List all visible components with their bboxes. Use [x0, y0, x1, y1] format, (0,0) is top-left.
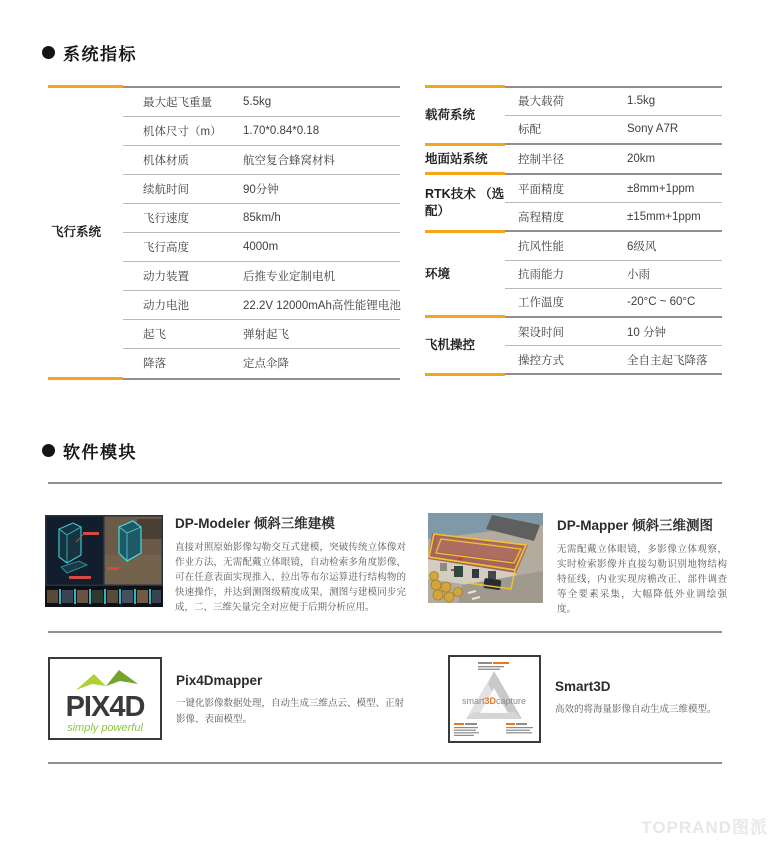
spec-value: 定点伞降	[243, 358, 289, 370]
spec-value: 小雨	[627, 269, 650, 282]
spec-row	[505, 318, 722, 346]
bullet-icon	[42, 444, 55, 457]
spec-row	[505, 261, 722, 289]
spec-value: 后推专业定制电机	[243, 271, 335, 283]
spec-value: 22.2V 12000mAh高性能锂电池	[243, 300, 401, 312]
payload-environment-spec-table	[425, 85, 722, 376]
spec-label: 降落	[143, 358, 166, 370]
spec-row	[123, 204, 400, 233]
group-label: 环境	[425, 266, 451, 281]
separator-line	[48, 762, 722, 764]
dp-mapper-aerial-photo	[428, 513, 543, 603]
flight-system-spec-table	[48, 85, 400, 380]
spec-label: 架设时间	[518, 326, 564, 339]
spec-label: 高程精度	[518, 211, 564, 224]
spec-label: 机体材质	[143, 155, 189, 167]
spec-row	[123, 146, 400, 175]
spec-row	[123, 175, 400, 204]
group-label: 地面站系统	[425, 151, 488, 166]
spec-row	[505, 233, 722, 261]
spec-label: 控制半径	[518, 153, 564, 166]
spec-label: 平面精度	[518, 183, 564, 196]
spec-value: 20km	[627, 152, 656, 165]
flight-system-rows	[123, 88, 400, 377]
spec-row	[505, 203, 722, 230]
spec-row	[123, 117, 400, 146]
spec-label: 飞行速度	[143, 213, 189, 225]
spec-value: ±8mm+1ppm	[627, 182, 695, 195]
spec-group	[425, 233, 722, 315]
spec-label: 起飞	[143, 329, 166, 341]
spec-label: 最大起飞重量	[143, 97, 212, 109]
spec-row	[123, 349, 400, 377]
dp-modeler-screenshot	[45, 515, 163, 607]
separator-line	[48, 482, 722, 484]
spec-value: 6级风	[627, 241, 657, 254]
spec-value: 全自主起飞降落	[627, 354, 708, 367]
group-label: RTK技术 （选配）	[425, 186, 505, 218]
smart3d-logo-pre: smart	[461, 696, 485, 706]
spec-value: 90分钟	[243, 184, 279, 196]
spec-row	[123, 233, 400, 262]
spec-value: 1.70*0.84*0.18	[243, 125, 320, 137]
spec-row	[123, 262, 400, 291]
spec-value: 4000m	[243, 241, 279, 253]
spec-label: 抗风性能	[518, 241, 564, 254]
spec-row	[505, 88, 722, 116]
group-label: 载荷系统	[425, 107, 476, 122]
dp-modeler-module	[175, 512, 406, 615]
spec-label: 操控方式	[518, 354, 564, 367]
smart3d-logo-post: capture	[495, 696, 527, 706]
spec-value: 5.5kg	[243, 96, 272, 108]
spec-row	[505, 175, 722, 203]
module-description: 一键化影像数据处理，自动生成三维点云、模型、正射影像、表面模型。	[176, 698, 405, 725]
group-separator	[425, 373, 722, 376]
module-title: DP-Modeler 倾斜三维建模	[175, 516, 335, 531]
module-description: 无需配戴立体眼镜，多影像立体观察，实时检索影像并直接勾勒识别地物结构特征线，内业实现房檐改正、部件调查等全要素采集，大幅降低外业调绘强度。	[557, 544, 727, 615]
spec-label: 飞行高度	[143, 242, 189, 254]
brand-watermark: TOPRAND图派	[641, 818, 768, 837]
spec-label: 动力装置	[143, 271, 189, 283]
spec-row	[123, 320, 400, 349]
separator-line	[48, 631, 722, 633]
section-title: 系统指标	[63, 45, 137, 64]
spec-label: 工作温度	[518, 296, 564, 309]
spec-row	[123, 291, 400, 320]
group-label: 飞机操控	[425, 338, 476, 353]
spec-group	[425, 146, 722, 173]
spec-label: 标配	[518, 124, 541, 137]
spec-label: 抗雨能力	[518, 269, 564, 282]
table-bottom-border	[48, 377, 400, 380]
svg-text:smart3Dcapture	[462, 696, 526, 706]
section-title: 软件模块	[63, 443, 137, 462]
pix4d-logo-text: PIX4D	[65, 691, 145, 723]
spec-value: 10 分钟	[627, 326, 666, 339]
spec-label: 机体尺寸（m）	[143, 126, 222, 138]
spec-label: 动力电池	[143, 300, 189, 312]
spec-value: Sony A7R	[627, 123, 679, 136]
pix4d-logo-tagline: simply powerful	[67, 722, 143, 734]
spec-label: 最大载荷	[518, 96, 564, 109]
spec-value: 85km/h	[243, 212, 281, 224]
bullet-icon	[42, 46, 55, 59]
smart3d-logo-mid: 3D	[484, 696, 496, 706]
spec-group	[425, 88, 722, 143]
pix4d-module	[176, 673, 408, 728]
smart3d-module	[555, 679, 760, 718]
module-description: 直接对照原始影像勾勒交互式建模，突破传统立体像对作业方法，无需配戴立体眼镜，自动检索多角度影像，可在任意表面实现推入、拉出等布尔运算进行结构物的快速操作，并达到测图级精度成果，测图与建模同步完成，二、三维矢量完全对应便于后期分析应用。	[175, 542, 406, 613]
section-heading-software-modules	[42, 438, 137, 463]
smart3d-logo	[448, 655, 541, 743]
spec-row	[505, 146, 722, 173]
group-label-flight-system: 飞行系统	[51, 225, 102, 240]
spec-value: 航空复合蜂窝材料	[243, 155, 335, 167]
spec-label: 续航时间	[143, 184, 189, 196]
spec-row	[505, 116, 722, 143]
spec-row	[505, 289, 722, 316]
module-title: Smart3D	[555, 679, 611, 694]
spec-row	[505, 346, 722, 373]
spec-group	[425, 175, 722, 230]
module-title: DP-Mapper 倾斜三维测图	[557, 518, 714, 533]
spec-value: 1.5kg	[627, 95, 656, 108]
module-description: 高效的将海量影像自动生成三维模型。	[555, 704, 717, 715]
dp-mapper-module	[557, 514, 727, 617]
spec-value: 弹射起飞	[243, 329, 289, 341]
section-heading-system-specs	[42, 40, 137, 65]
spec-value: -20°C ~ 60°C	[627, 295, 696, 308]
spec-value: ±15mm+1ppm	[627, 210, 701, 223]
module-title: Pix4Dmapper	[176, 673, 263, 688]
spec-row	[123, 88, 400, 117]
pix4d-logo	[48, 657, 162, 740]
spec-group	[425, 318, 722, 373]
